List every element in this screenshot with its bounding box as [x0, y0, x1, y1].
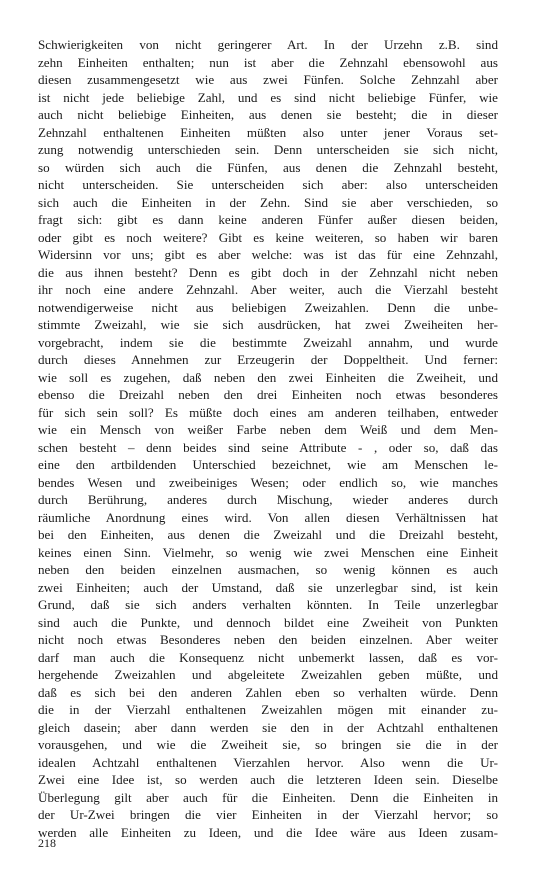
text-line: nicht noch etwas Besonderes neben den beiden einzelnen. Aber weiter — [38, 632, 498, 647]
text-line: vorgebracht, indem sie die bestimmte Zweizahl annahm, und wurde — [38, 334, 498, 350]
page-number: 218 — [38, 836, 56, 850]
text-line: Zwei eine Idee ist, so werden auch die letzteren Ideen sein. Dieselbe — [38, 772, 498, 787]
text-line: fragt sich: gibt es dann keine anderen Fünfer außer diesen beiden, — [38, 212, 498, 227]
text-line: Schwierigkeiten von nicht geringerer Art. In der Urzehn z.B. sind — [38, 37, 498, 52]
text-line: Zehnzahl enthaltenen Einheiten müßten also unter jener Voraus set- — [38, 124, 498, 140]
text-line: bendes Wesen und zweibeiniges Wesen; oder endlich so, wie manches — [38, 474, 498, 490]
text-line: Widersinn vor uns; gibt es aber welche: was ist das für eine Zehnzahl, — [38, 247, 498, 262]
text-line: zwei Einheiten; auch der Umstand, daß sie unzerlegbar sind, ist kein — [38, 579, 498, 595]
text-line: für sich sein soll? Es müßte doch eines am anderen teilhaben, entweder — [38, 404, 498, 420]
text-line: eine den artbildenden Unterschied bezeichnet, wie am Menschen le- — [38, 457, 498, 472]
text-line: sind auch die Punkte, und dennoch bildet eine Zweiheit von Punkten — [38, 614, 498, 630]
text-line: wie soll es zugehen, daß neben den zwei Einheiten die Zweiheit, und — [38, 369, 498, 385]
text-line: sich auch die Einheiten in der Zehn. Sind sie aber verschieden, so — [38, 194, 498, 210]
text-line: idealen Achtzahl enthaltenen Vierzahlen hervor. Also wenn die Ur- — [38, 754, 498, 770]
text-line: oder gibt es noch weitere? Gibt es keine weiteren, so haben wir baren — [38, 229, 498, 245]
text-line: darf man auch die Konsequenz nicht unbemerkt lassen, daß es vor- — [38, 649, 498, 665]
text-line: neben den beiden einzelnen ausmachen, so wenig können es auch — [38, 562, 498, 577]
text-line: daß es sich bei den anderen Zahlen eben so verhalten würde. Denn — [38, 684, 498, 700]
text-line: werden alle Einheiten zu Ideen, und die Idee wäre aus Ideen zusam- — [38, 824, 498, 840]
text-line: durch dieses Annehmen zur Erzeugerin der Doppeltheit. Und ferner: — [38, 352, 498, 367]
text-line: ebenso die Dreizahl neben den drei Einheiten noch etwas besonderes — [38, 387, 498, 402]
text-line: zehn Einheiten enthalten; nun ist aber die Zehnzahl ebensowohl aus — [38, 54, 498, 70]
body-text — [38, 36, 498, 841]
text-line: ihr noch eine andere Zehnzahl. Aber weiter, auch die Vierzahl besteht — [38, 282, 498, 297]
text-line: zung notwendig unterschieden sein. Denn unterscheiden sie sich nicht, — [38, 142, 498, 157]
text-line: schen besteht – denn beides sind seine Attribute - , oder so, daß das — [38, 439, 498, 455]
text-line: hergehende Zweizahlen und abgeleitete Zweizahlen geben müßte, und — [38, 667, 498, 682]
text-line: Überlegung gilt aber auch für die Einheiten. Denn die Einheiten in — [38, 789, 498, 805]
text-line: die in der Vierzahl enthaltenen Zweizahlen mögen mit einander zu- — [38, 702, 498, 717]
text-line: Grund, daß sie sich anders verhalten könnten. In Teile unzerlegbar — [38, 597, 498, 612]
text-line: ist nicht jede beliebige Zahl, und es sind nicht beliebige Fünfer, wie — [38, 89, 498, 105]
text-line: wie ein Mensch von weißer Farbe neben dem Weiß und dem Men- — [38, 422, 498, 437]
text-line: der Ur-Zwei bringen die vier Einheiten in der Vierzahl hervor; so — [38, 807, 498, 822]
text-line: räumliche Anordnung eines wird. Von allen diesen Verhältnissen hat — [38, 509, 498, 525]
text-line: notwendigerweise nicht aus beliebigen Zweizahlen. Denn die unbe- — [38, 299, 498, 315]
text-line: keines einen Sinn. Vielmehr, so wenig wie zwei Menschen eine Einheit — [38, 544, 498, 560]
text-line: nicht unterscheiden. Sie unterscheiden sich aber: also unterscheiden — [38, 177, 498, 192]
text-line: auch nicht beliebige Einheiten, aus denen sie besteht; die in dieser — [38, 107, 498, 122]
text-line: diesen zusammengesetzt wie aus zwei Fünfen. Solche Zehnzahl aber — [38, 72, 498, 87]
text-line: so würden sich auch die Fünfen, aus denen die Zehnzahl besteht, — [38, 159, 498, 175]
text-line: gleich dasein; aber dann werden sie den in der Achtzahl enthaltenen — [38, 719, 498, 735]
text-line: stimmte Zweizahl, wie sie sich ausdrücken, hat zwei Zweiheiten her- — [38, 317, 498, 332]
text-line: vorausgehen, und wie die Zweiheit sie, so bringen sie die in der — [38, 737, 498, 752]
text-line: bei den Einheiten, aus denen die Zweizahl und die Dreizahl besteht, — [38, 527, 498, 542]
text-line: die aus ihnen besteht? Denn es gibt doch in der Zehnzahl nicht neben — [38, 264, 498, 280]
text-line: durch Berührung, anderes durch Mischung, wieder anderes durch — [38, 492, 498, 507]
